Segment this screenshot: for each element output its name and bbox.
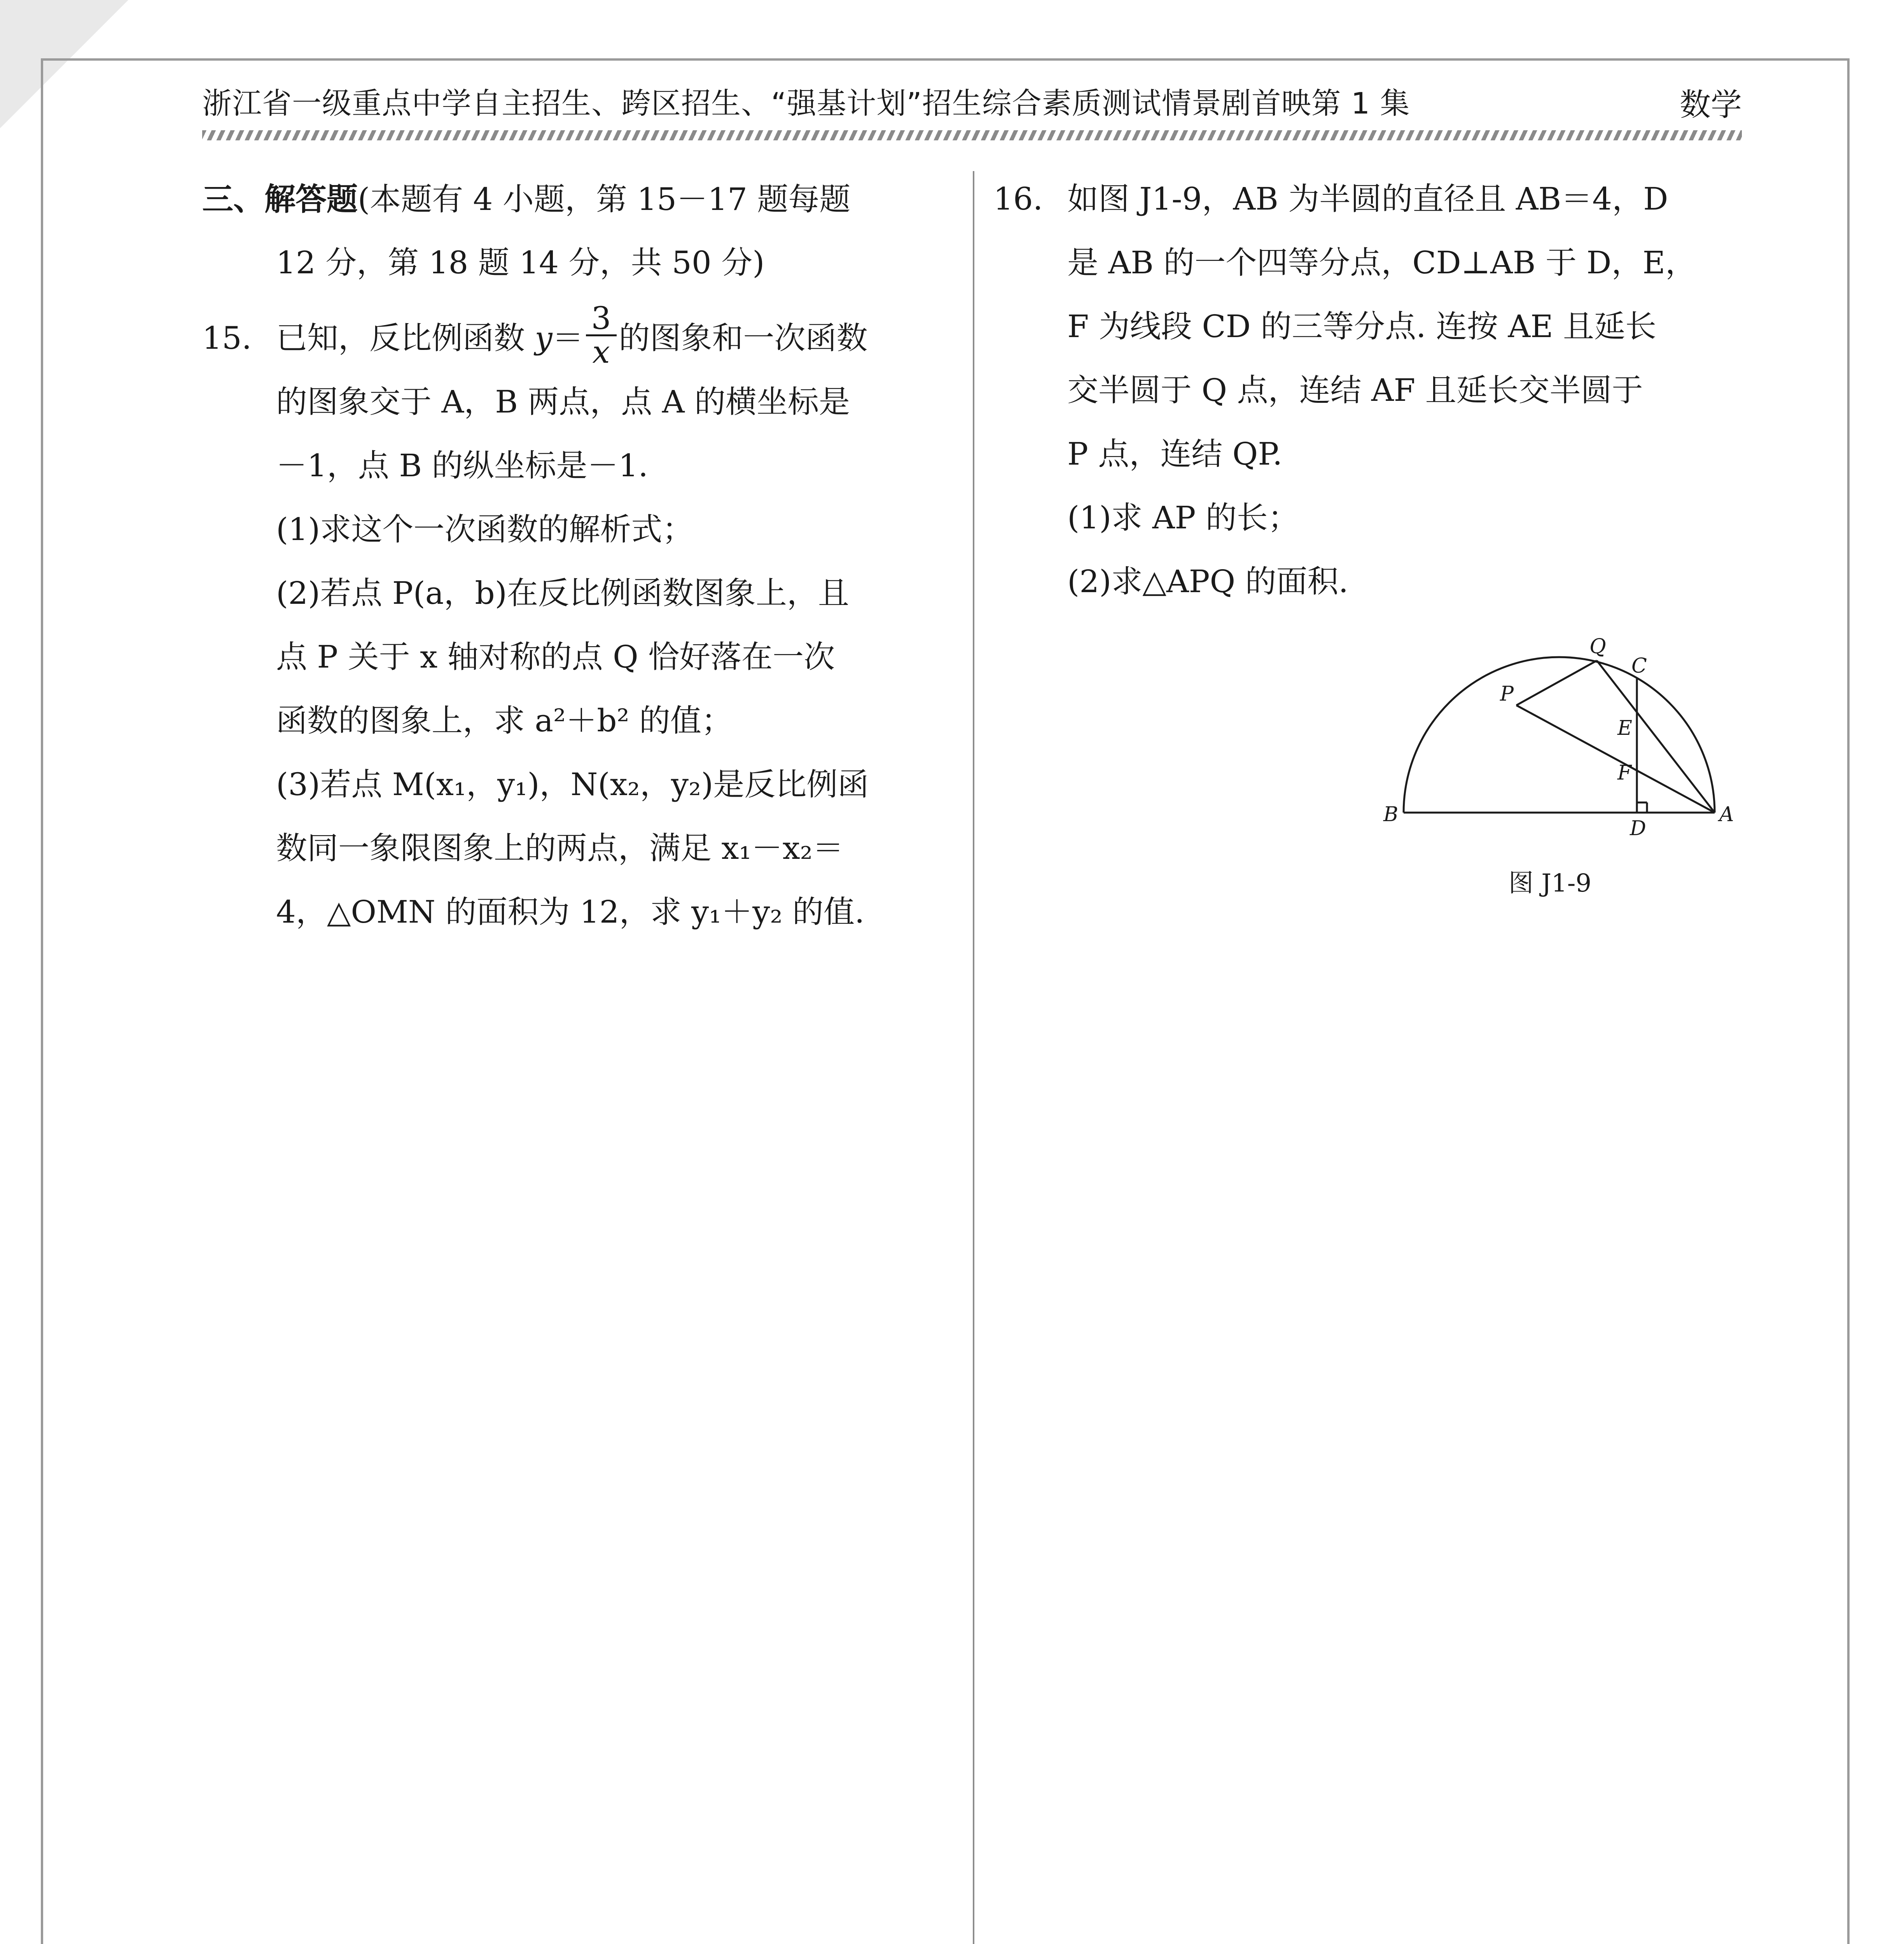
header-subject: 数学	[1680, 87, 1742, 123]
q15-equals: ＝	[552, 320, 584, 356]
q16-line5: P 点，连结 QP.	[1067, 436, 1283, 472]
q16-line1	[993, 167, 1744, 231]
segment-AQ	[1597, 661, 1715, 813]
q15-var-y: y	[535, 320, 552, 356]
section-note-line1: (本题有 4 小题，第 15－17 题每题	[358, 181, 851, 217]
q15-line1	[202, 300, 949, 370]
section-heading	[202, 167, 949, 231]
q15-line2: 的图象交于 A，B 两点，点 A 的横坐标是	[276, 384, 850, 420]
q15-part2-line1: (2)若点 P(a，b)在反比例函数图象上，且	[276, 575, 849, 611]
label-P: P	[1500, 682, 1514, 706]
fraction-denominator: x	[592, 334, 610, 370]
q15-part3-line3: 4，△OMN 的面积为 12，求 y₁＋y₂ 的值.	[276, 894, 865, 930]
segment-QP	[1516, 661, 1597, 705]
left-column	[202, 167, 949, 944]
fraction-numerator: 3	[586, 302, 617, 336]
q15-part2-line3: 函数的图象上，求 a²＋b² 的值；	[276, 703, 733, 739]
q15-part2-line2: 点 P 关于 x 轴对称的点 Q 恰好落在一次	[276, 639, 835, 675]
q16-line3: F 为线段 CD 的三等分点. 连按 AE 且延长	[1067, 308, 1657, 344]
q15-part3-line1: (3)若点 M(x₁，y₁)，N(x₂，y₂)是反比例函	[276, 766, 869, 802]
label-A: A	[1719, 803, 1734, 826]
q16-line2: 是 AB 的一个四等分点，CD⊥AB 于 D，E，	[1067, 245, 1696, 281]
q15-part1: (1)求这个一次函数的解析式；	[276, 511, 694, 547]
column-divider	[973, 171, 974, 1944]
label-Q: Q	[1589, 635, 1606, 658]
q16-line4: 交半圆于 Q 点，连结 AF 且延长交半圆于	[1067, 372, 1643, 408]
section-title: 三、解答题	[202, 181, 358, 217]
q16-text: 如图 J1-9，AB 为半圆的直径且 AB＝4，D	[1067, 181, 1668, 217]
header-title: 浙江省一级重点中学自主招生、跨区招生、“强基计划”招生综合素质测试情景剧首映第 1 集	[202, 86, 1410, 121]
q15-fraction	[586, 302, 617, 368]
q15-number: 15.	[202, 320, 252, 356]
label-D: D	[1630, 817, 1646, 840]
figure-caption: 图 J1-9	[1509, 869, 1592, 898]
header-rule	[202, 130, 1742, 140]
q16-part1: (1)求 AP 的长；	[1067, 500, 1299, 536]
section-note-line2: 12 分，第 18 题 14 分，共 50 分)	[276, 245, 765, 281]
label-C: C	[1631, 654, 1647, 678]
q15-line3: －1，点 B 的纵坐标是－1.	[276, 448, 648, 484]
right-column	[993, 167, 1744, 614]
label-E: E	[1617, 717, 1632, 740]
q16-part2: (2)求△APQ 的面积.	[1067, 563, 1348, 600]
q15-part3-line2: 数同一象限图象上的两点，满足 x₁－x₂＝	[276, 830, 844, 866]
q16-number: 16.	[993, 181, 1043, 217]
q15-text-tail: 的图象和一次函数	[619, 320, 868, 356]
q15-text: 已知，反比例函数	[276, 320, 535, 356]
label-F: F	[1617, 761, 1632, 785]
label-B: B	[1383, 803, 1399, 826]
